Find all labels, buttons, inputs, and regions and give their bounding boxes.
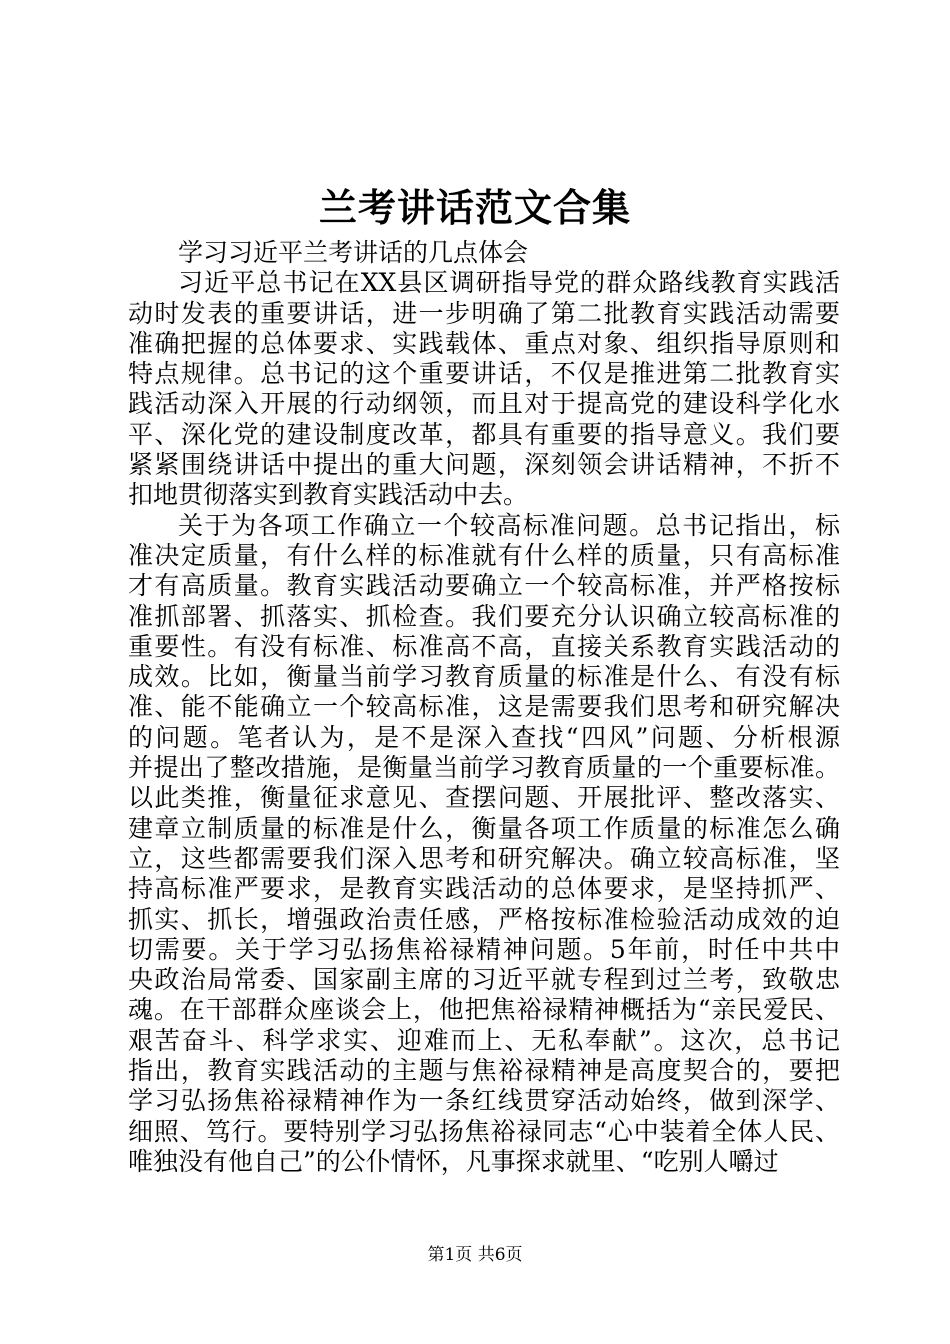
paragraph-line: 才有高质量。教育实践活动要确立一个较高标准，并严格按标	[128, 571, 840, 601]
paragraph-line: 紧紧围绕讲话中提出的重大问题，深刻领会讲话精神，不折不	[128, 450, 840, 480]
paragraph-line: 重要性。有没有标准、标准高不高，直接关系教育实践活动的	[128, 631, 840, 661]
paragraph-line: 魂。在干部群众座谈会上，他把焦裕禄精神概括为“亲民爱民、	[128, 995, 840, 1025]
paragraph-line: 动时发表的重要讲话，进一步明确了第二批教育实践活动需要	[128, 298, 840, 328]
paragraph-line: 艰苦奋斗、科学求实、迎难而上、无私奉献”。这次，总书记	[128, 1025, 840, 1055]
paragraph-line: 切需要。关于学习弘扬焦裕禄精神问题。5年前，时任中共中	[128, 934, 840, 964]
paragraph-line: 成效。比如，衡量当前学习教育质量的标准是什么、有没有标	[128, 662, 840, 692]
paragraph	[128, 268, 840, 510]
paragraph-line: 唯独没有他自己”的公仆情怀，凡事探求就里、“吃别人嚼过	[128, 1146, 779, 1176]
paragraph-line: 建章立制质量的标准是什么，衡量各项工作质量的标准怎么确	[128, 813, 840, 843]
paragraph-line: 扣地贯彻落实到教育实践活动中去。	[128, 480, 529, 510]
document-body	[128, 238, 840, 1177]
paragraph-line: 抓实、抓长，增强政治责任感，严格按标准检验活动成效的迫	[128, 904, 840, 934]
paragraph-line: 指出，教育实践活动的主题与焦裕禄精神是高度契合的，要把	[128, 1056, 840, 1086]
paragraph-line: 习近平总书记在XX县区调研指导党的群众路线教育实践活	[178, 268, 840, 298]
paragraph-line: 以此类推，衡量征求意见、查摆问题、开展批评、整改落实、	[128, 783, 840, 813]
paragraph-line: 持高标准严要求，是教育实践活动的总体要求，是坚持抓严、	[128, 874, 840, 904]
paragraph-line: 平、深化党的建设制度改革，都具有重要的指导意义。我们要	[128, 419, 840, 449]
paragraph-line: 的问题。笔者认为，是不是深入查找“四风”问题、分析根源	[128, 722, 840, 752]
document-title: 兰考讲话范文合集	[318, 185, 631, 230]
paragraph-line: 细照、笃行。要特别学习弘扬焦裕禄同志“心中装着全体人民、	[128, 1116, 840, 1146]
paragraph-line: 准、能不能确立一个较高标准，这是需要我们思考和研究解决	[128, 692, 840, 722]
paragraph	[128, 511, 840, 1178]
paragraph-line: 并提出了整改措施，是衡量当前学习教育质量的一个重要标准。	[128, 753, 840, 783]
document-subtitle: 学习习近平兰考讲话的几点体会	[178, 238, 529, 267]
paragraph-line: 立，这些都需要我们深入思考和研究解决。确立较高标准，坚	[128, 843, 840, 873]
paragraph-line: 特点规律。总书记的这个重要讲话，不仅是推进第二批教育实	[128, 359, 840, 389]
page-number: 第1页 共6页	[427, 1245, 523, 1265]
paragraph-line: 准抓部署、抓落实、抓检查。我们要充分认识确立较高标准的	[128, 601, 840, 631]
paragraph-line: 准决定质量，有什么样的标准就有什么样的质量，只有高标准	[128, 540, 840, 570]
paragraph-line: 央政治局常委、国家副主席的习近平就专程到过兰考，致敬忠	[128, 965, 840, 995]
paragraph-line: 关于为各项工作确立一个较高标准问题。总书记指出，标	[178, 510, 840, 540]
paragraph-line: 践活动深入开展的行动纲领，而且对于提高党的建设科学化水	[128, 389, 840, 419]
paragraph-line: 准确把握的总体要求、实践载体、重点对象、组织指导原则和	[128, 328, 840, 358]
paragraph-line: 学习弘扬焦裕禄精神作为一条红线贯穿活动始终，做到深学、	[128, 1086, 840, 1116]
